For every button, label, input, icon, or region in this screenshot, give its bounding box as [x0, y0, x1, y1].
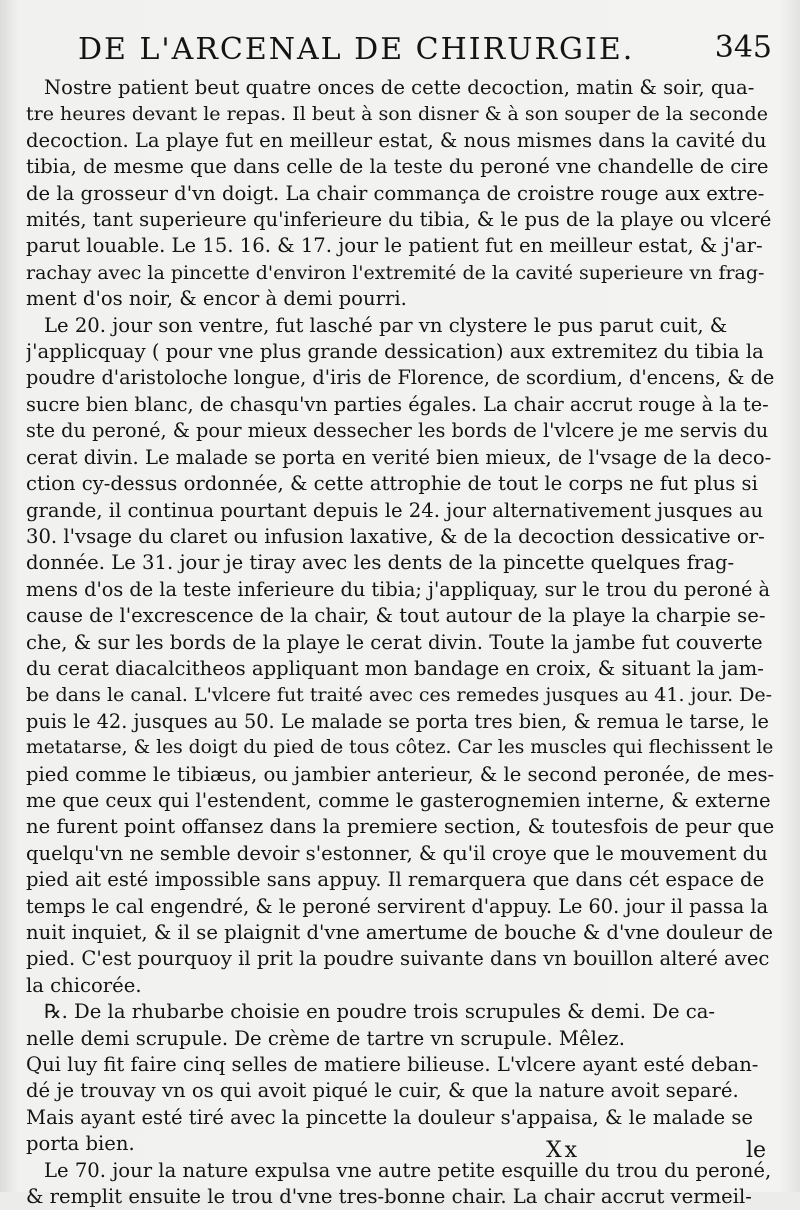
text-line: decoction. La playe fut en meilleur estat, & nous mismes dans la cavité du: [26, 128, 767, 152]
text-line: grande, il continua pourtant depuis le 24. jour alternativement jusques au: [26, 498, 764, 522]
text-line: pied. C'est pourquoy il prit la poudre suivante dans vn bouillon alteré avec: [26, 947, 770, 971]
text-line: be dans le canal. L'vlcere fut traité avec ces remedes jusques au 41. jour. De-: [26, 684, 773, 707]
text-line: puis le 42. jusques au 50. Le malade se porta tres bien, & remua le tarse, le: [26, 709, 769, 733]
text-line: rachay avec la pincette d'environ l'extremité de la cavité superieure vn frag-: [26, 261, 765, 284]
page-number: 345: [714, 30, 772, 65]
text-line: ment d'os noir, & encor à demi pourri.: [26, 287, 407, 311]
text-line: Le 70. jour la nature expulsa vne autre petite esquille du trou du peroné,: [44, 1158, 772, 1182]
running-title: DE L'ARCENAL DE CHIRURGIE.: [78, 32, 635, 67]
text-line: dé je trouvay vn os qui avoit piqué le cuir, & que la nature avoit separé.: [26, 1079, 739, 1103]
text-line: porta bien.: [26, 1132, 135, 1156]
text-line: temps le cal engendré, & le peroné servirent d'appuy. Le 60. jour il passa la: [26, 894, 769, 918]
text-line: quelqu'vn ne semble devoir s'estonner, & qu'il croye que le mouvement du: [26, 841, 768, 865]
text-line: ℞. De la rhubarbe choisie en poudre trois scrupules & demi. De ca-: [44, 1000, 716, 1024]
text-line: parut louable. Le 15. 16. & 17. jour le patient fut en meilleur estat, & j'ar-: [26, 234, 763, 258]
text-line: cerat divin. Le malade se porta en verité bien mieux, de l'vsage de la deco-: [26, 445, 772, 469]
text-line: mités, tant superieure qu'inferieure du tibia, & le pus de la playe ou vlceré: [26, 208, 772, 232]
text-line: j'applicquay ( pour vne plus grande dessication) aux extremitez du tibia la: [26, 340, 764, 364]
page-footer: [26, 1132, 774, 1172]
text-line: 30. l'vsage du claret ou infusion laxative, & de la decoction dessicative or-: [26, 524, 765, 548]
text-line: metatarse, & les doigt du pied de tous côtez. Car les muscles qui flechissent le: [26, 737, 774, 759]
text-line: nelle demi scrupule. De crème de tartre vn scrupule. Mêlez.: [26, 1026, 625, 1050]
page-header: [28, 22, 778, 70]
text-line: pied comme le tibiæus, ou jambier anterieur, & le second peronée, de mes-: [26, 762, 774, 786]
text-line: tibia, de mesme que dans celle de la teste du peroné vne chandelle de cire: [26, 155, 769, 179]
text-line: la chicorée.: [26, 973, 142, 997]
text-line: mens d'os de la teste inferieure du tibia; j'appliquay, sur le trou du peroné à: [26, 577, 771, 601]
text-line: me que ceux qui l'estendent, comme le gasterognemien interne, & externe: [26, 788, 771, 812]
text-line: Mais ayant esté tiré avec la pincette la douleur s'appaisa, & le malade se: [26, 1105, 753, 1129]
body-text: [26, 75, 774, 1210]
text-line: de la grosseur d'vn doigt. La chair commança de croistre rouge aux extre-: [26, 181, 765, 205]
text-line: du cerat diacalcitheos appliquant mon bandage en croix, & situant la jam-: [26, 656, 764, 680]
text-line: nuit inquiet, & il se plaignit d'vne amertume de bouche & d'vne douleur de: [26, 921, 774, 944]
text-line: poudre d'aristoloche longue, d'iris de Florence, de scordium, d'encens, & de: [26, 366, 774, 390]
text-line: cause de l'excrescence de la chair, & tout autour de la playe la charpie se-: [26, 604, 766, 628]
text-line: tre heures devant le repas. Il beut à son disner & à son souper de la seconde: [26, 103, 768, 126]
text-line: donnée. Le 31. jour je tiray avec les dents de la pincette quelques frag-: [26, 551, 735, 575]
text-line: che, & sur les bords de la playe le cerat divin. Toute la jambe fut couverte: [26, 630, 763, 654]
text-line: pied ait esté impossible sans appuy. Il remarquera que dans cét espace de: [26, 868, 765, 892]
text-line: & remplit ensuite le trou d'vne tres-bonne chair. La chair accrut vermeil-: [26, 1185, 752, 1209]
text-line: ste du peroné, & pour mieux dessecher les bords de l'vlcere je me servis du: [26, 419, 769, 443]
text-line: Nostre patient beut quatre onces de cette decoction, matin & soir, qua-: [44, 76, 755, 99]
signature-mark: Xx: [546, 1138, 581, 1163]
text-line: ne furent point offansez dans la premiere section, & toutesfois de peur que: [26, 815, 774, 839]
text-line: ction cy-dessus ordonnée, & cette attrophie de tout le corps ne fut plus si: [26, 472, 758, 496]
text-line: sucre bien blanc, de chasqu'vn parties égales. La chair accrut rouge à la te-: [26, 392, 769, 416]
text-line: Qui luy fit faire cinq selles de matiere bilieuse. L'vlcere ayant esté deban-: [26, 1053, 759, 1077]
text-line: Le 20. jour son ventre, fut lasché par vn clystere le pus parut cuit, &: [44, 313, 728, 337]
catchword: le: [745, 1138, 766, 1163]
